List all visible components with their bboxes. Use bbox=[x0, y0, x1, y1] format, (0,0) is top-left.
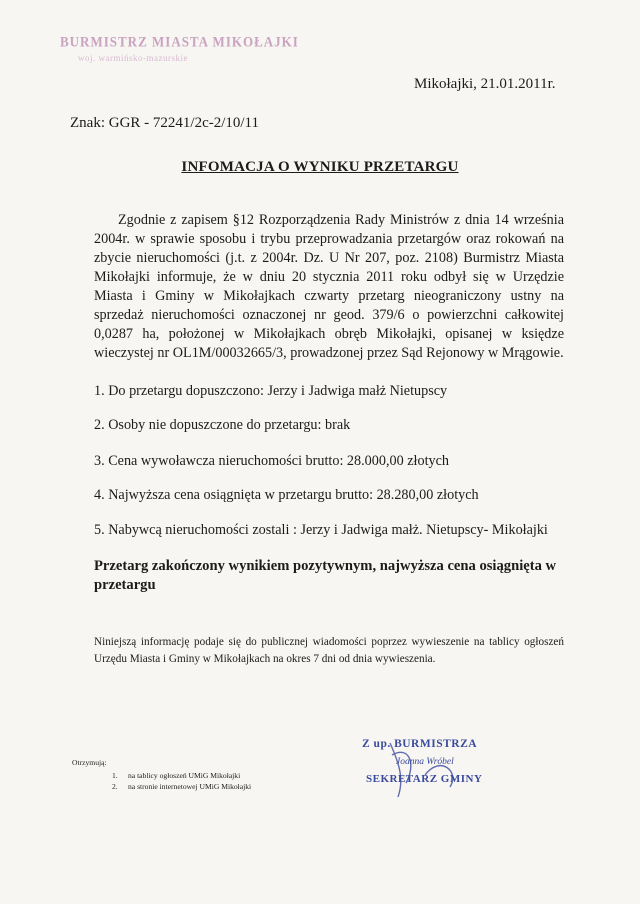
recipient-row bbox=[72, 771, 312, 782]
recipient-row bbox=[72, 782, 312, 793]
stamp-office-name: BURMISTRZ MIASTA MIKOŁAJKI bbox=[60, 33, 299, 50]
signature-stamp-name: Joanna Wróbel bbox=[396, 757, 454, 767]
list-item: 1. Do przetargu dopuszczono: Jerzy i Jadwiga małż Nietupscy bbox=[94, 383, 448, 399]
office-header-stamp bbox=[60, 33, 299, 63]
public-notice: Niniejszą informację podaje się do publicznej wiadomości poprzez wywieszenie na tablicy ogłoszeń Urzędu Miasta i Gminy w Mikołajkach na okres 7 dni od dnia wywieszenia. bbox=[94, 636, 564, 665]
body-paragraph: Zgodnie z zapisem §12 Rozporządzenia Rady Ministrów z dnia 14 września 2004r. w sprawie sposobu i trybu przeprowadzania przetargów oraz rokowań na zbycie nieruchomości (j.t. z 2004r. Dz. U Nr 207, poz. 2108) Burmistrz Miasta Mikołajki informuje, że w dniu 20 stycznia 2011 roku odbył się w Urzędzie Miasta i Gminy w Mikołajkach czwarty przetarg nieograniczony ustny na sprzedaż nieruchomości oznaczonej nr geod. 379/6 o powierzchni całkowitej 0,0287 ha, położonej w Mikołajkach obręb Mikołajki, opisanej w księdze wieczystej nr OL1M/00032665/3, prowadzonej przez Sąd Rejonowy w Mrągowie. bbox=[94, 212, 564, 361]
recipient-text: na tablicy ogłoszeń UMiG Mikołajki bbox=[128, 771, 241, 780]
recipients-header: Otrzymują: bbox=[72, 758, 107, 767]
conclusion-text: Przetarg zakończony wynikiem pozytywnym, najwyższa cena osiągnięta w przetargu bbox=[94, 558, 557, 593]
list-item: 5. Nabywcą nieruchomości zostali : Jerzy i Jadwiga małż. Nietupscy- Mikołajki bbox=[94, 522, 548, 538]
reference-number: Znak: GGR - 72241/2c-2/10/11 bbox=[70, 115, 260, 131]
signature-stamp bbox=[362, 738, 532, 798]
signature-stamp-line1: Z up. BURMISTRZA bbox=[362, 738, 478, 750]
stamp-region: woj. warmińsko-mazurskie bbox=[78, 53, 188, 63]
place-date: Mikołajki, 21.01.2011r. bbox=[414, 76, 556, 92]
document-title: INFOMACJA O WYNIKU PRZETARGU bbox=[181, 159, 459, 175]
recipients-block bbox=[72, 758, 312, 793]
signature-stamp-position: SEKRETARZ GMINY bbox=[366, 773, 483, 785]
recipient-number: 1. bbox=[112, 771, 118, 780]
recipient-text: na stronie internetowej UMiG Mikołajki bbox=[128, 782, 252, 791]
list-item: 4. Najwyższa cena osiągnięta w przetargu brutto: 28.280,00 złotych bbox=[94, 487, 479, 503]
list-item: 2. Osoby nie dopuszczone do przetargu: brak bbox=[94, 417, 351, 433]
list-item: 3. Cena wywoławcza nieruchomości brutto: 28.000,00 złotych bbox=[94, 453, 449, 469]
recipient-number: 2. bbox=[112, 782, 118, 791]
